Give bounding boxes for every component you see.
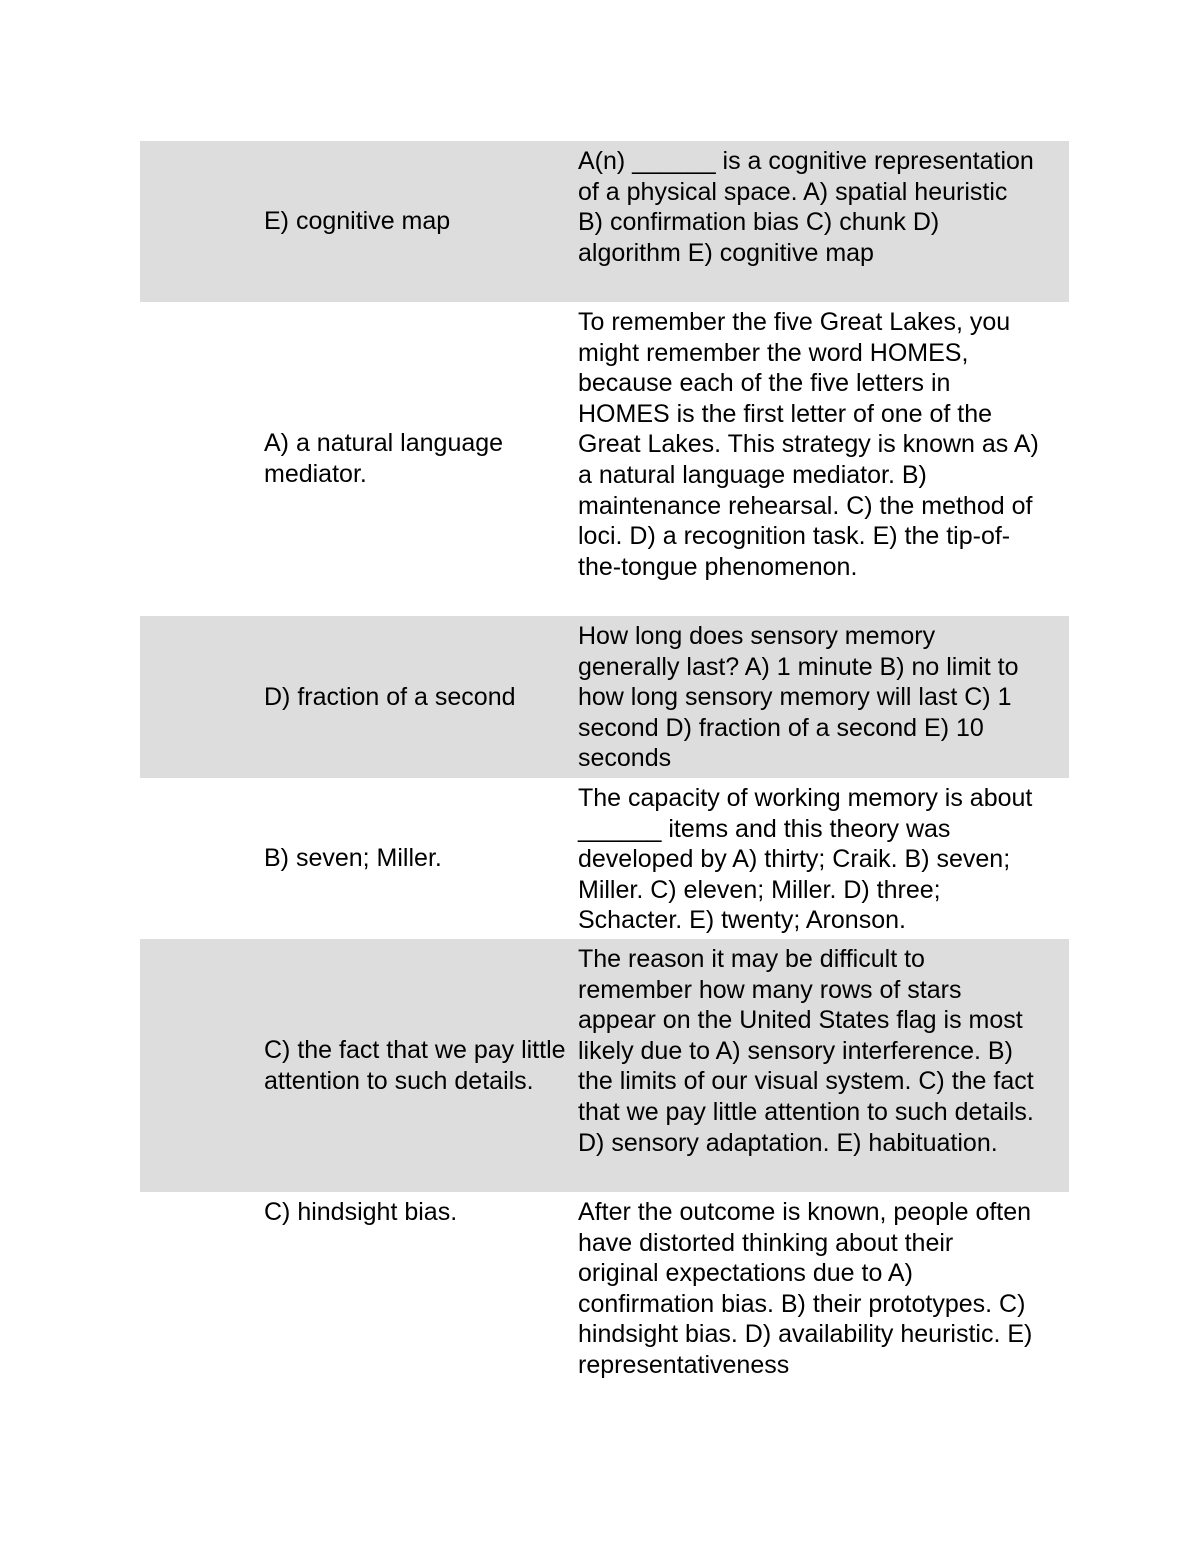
flashcard-row — [140, 302, 1069, 616]
answer-text: E) cognitive map — [264, 207, 451, 236]
question-cell: After the outcome is known, people often have distorted thinking about their original expectations due to A) confirmation bias. B) their prototypes. C) hindsight bias. D) availability heuristic. E) representativeness — [578, 1198, 1033, 1379]
answer-text: A) a natural language mediator. — [264, 429, 504, 488]
question-cell: A(n) ______ is a cognitive representation of a physical space. A) spatial heuristic B) confirmation bias C) chunk D) algorithm E) cognitive map — [578, 147, 1034, 267]
question-cell: To remember the five Great Lakes, you might remember the word HOMES, because each of the five letters in HOMES is the first letter of one of the Great Lakes. This strategy is known as A) a natural language mediator. B) maintenance rehearsal. C) the method of loci. D) a recognition task. E) the tip-of-the-tongue phenomenon. — [578, 308, 1039, 581]
answer-text: D) fraction of a second — [264, 682, 516, 711]
question-cell: The capacity of working memory is about ______ items and this theory was developed by A) thirty; Craik. B) seven; Miller. C) eleven; Miller. D) three; Schacter. E) twenty; Aronson. — [578, 784, 1033, 935]
answer-cell — [140, 302, 578, 616]
flashcard-table — [140, 141, 1069, 1392]
answer-cell — [140, 141, 578, 302]
answer-text: C) the fact that we pay little attention to such details. — [264, 1035, 566, 1095]
answer-cell — [140, 778, 578, 939]
flashcard-row — [140, 141, 1069, 302]
answer-text: B) seven; Miller. — [264, 844, 442, 873]
answer-cell — [140, 616, 578, 778]
flashcard-row — [140, 939, 1069, 1192]
flashcard-row — [140, 616, 1069, 778]
answer-cell — [140, 939, 578, 1192]
flashcard-row — [140, 1192, 1069, 1392]
flashcard-row — [140, 778, 1069, 939]
question-cell: How long does sensory memory generally last? A) 1 minute B) no limit to how long sensory memory will last C) 1 second D) fraction of a second E) 10 seconds — [578, 622, 1019, 773]
answer-cell — [140, 1192, 578, 1392]
question-cell: The reason it may be difficult to remember how many rows of stars appear on the United States flag is most likely due to A) sensory interference. B) the limits of our visual system. C) the fact that we pay little attention to such details. D) sensory adaptation. E) habituation. — [578, 945, 1034, 1157]
answer-text: C) hindsight bias. — [264, 1198, 458, 1226]
